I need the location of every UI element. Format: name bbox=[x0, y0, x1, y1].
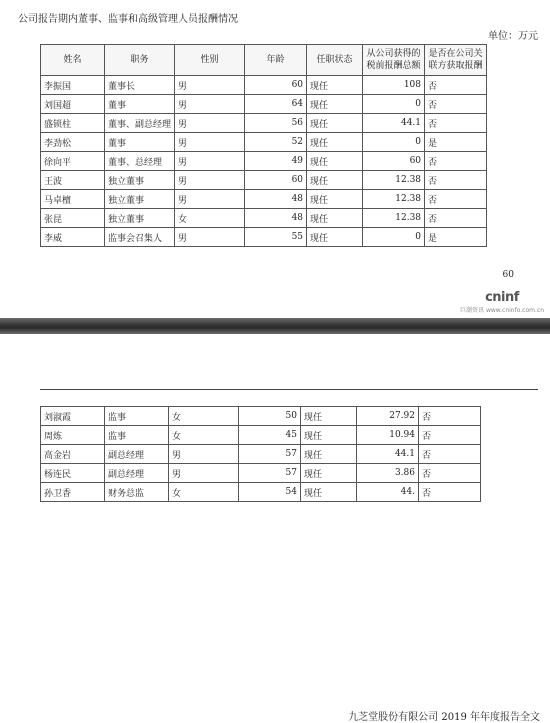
cell-name: 李振国 bbox=[41, 76, 105, 95]
table-row bbox=[41, 133, 487, 152]
cell-related-party-pay: 否 bbox=[425, 114, 487, 133]
logo-subtext: 巨潮资讯 www.cninfo.com.cn bbox=[460, 307, 544, 314]
cell-status: 现任 bbox=[301, 483, 357, 502]
cell-pretax-pay: 108 bbox=[363, 76, 425, 95]
cell-related-party-pay: 否 bbox=[425, 95, 487, 114]
cell-pretax-pay: 0 bbox=[363, 95, 425, 114]
page-number: 60 bbox=[502, 270, 514, 280]
cell-age: 52 bbox=[245, 133, 307, 152]
unit-label: 单位：万元 bbox=[488, 31, 538, 42]
cell-related-party-pay: 否 bbox=[425, 76, 487, 95]
cell-related-party-pay: 否 bbox=[425, 152, 487, 171]
cell-status: 现任 bbox=[307, 76, 363, 95]
cell-pretax-pay: 27.92 bbox=[357, 407, 419, 426]
cell-gender: 男 bbox=[175, 76, 245, 95]
cell-age: 55 bbox=[245, 228, 307, 247]
report-page-top bbox=[0, 0, 550, 318]
cell-related-party-pay: 是 bbox=[425, 228, 487, 247]
cell-gender: 男 bbox=[175, 228, 245, 247]
cell-related-party-pay: 否 bbox=[419, 426, 481, 445]
report-running-title: 九芝堂股份有限公司 2019 年年度报告全文 bbox=[348, 712, 540, 723]
cell-position: 独立董事 bbox=[105, 190, 175, 209]
cell-position: 独立董事 bbox=[105, 171, 175, 190]
header-related-party-pay: 是否在公司关联方获取报酬 bbox=[425, 45, 487, 76]
cell-pretax-pay: 44. bbox=[357, 483, 419, 502]
table-row bbox=[41, 483, 481, 502]
cell-name: 高金岩 bbox=[41, 445, 105, 464]
cell-position: 监事会召集人 bbox=[105, 228, 175, 247]
header-rule bbox=[40, 389, 538, 390]
cell-name: 刘国超 bbox=[41, 95, 105, 114]
cell-name: 杨连民 bbox=[41, 464, 105, 483]
cell-gender: 男 bbox=[175, 171, 245, 190]
cell-status: 现任 bbox=[307, 209, 363, 228]
cell-related-party-pay: 是 bbox=[425, 133, 487, 152]
remuneration-table-continued bbox=[40, 406, 481, 502]
cninfo-watermark-logo bbox=[460, 290, 544, 314]
cell-name: 徐向平 bbox=[41, 152, 105, 171]
cell-name: 盛锁柱 bbox=[41, 114, 105, 133]
cell-pretax-pay: 0 bbox=[363, 133, 425, 152]
cell-related-party-pay: 否 bbox=[425, 190, 487, 209]
cell-position: 董事、副总经理 bbox=[105, 114, 175, 133]
header-position: 职务 bbox=[105, 45, 175, 76]
cell-name: 孙卫香 bbox=[41, 483, 105, 502]
cell-position: 董事长 bbox=[105, 76, 175, 95]
cell-status: 现任 bbox=[307, 190, 363, 209]
header-status: 任职状态 bbox=[307, 45, 363, 76]
table-heading: 公司报告期内董事、监事和高级管理人员报酬情况 bbox=[18, 14, 238, 25]
cell-gender: 女 bbox=[175, 209, 245, 228]
cell-status: 现任 bbox=[301, 464, 357, 483]
cell-position: 董事 bbox=[105, 95, 175, 114]
cell-age: 49 bbox=[245, 152, 307, 171]
cell-pretax-pay: 0 bbox=[363, 228, 425, 247]
cell-pretax-pay: 44.1 bbox=[363, 114, 425, 133]
cell-related-party-pay: 否 bbox=[419, 483, 481, 502]
table-row bbox=[41, 209, 487, 228]
cell-gender: 男 bbox=[175, 114, 245, 133]
table-row bbox=[41, 152, 487, 171]
table-row bbox=[41, 114, 487, 133]
table-row bbox=[41, 76, 487, 95]
cell-pretax-pay: 12.38 bbox=[363, 171, 425, 190]
table-row bbox=[41, 171, 487, 190]
cell-status: 现任 bbox=[307, 133, 363, 152]
cell-gender: 男 bbox=[175, 95, 245, 114]
table-row bbox=[41, 190, 487, 209]
cell-name: 李劲松 bbox=[41, 133, 105, 152]
cell-pretax-pay: 44.1 bbox=[357, 445, 419, 464]
header-gender: 性别 bbox=[175, 45, 245, 76]
table-row bbox=[41, 445, 481, 464]
cell-related-party-pay: 否 bbox=[419, 445, 481, 464]
cell-pretax-pay: 12.38 bbox=[363, 209, 425, 228]
cell-name: 王波 bbox=[41, 171, 105, 190]
cell-position: 财务总监 bbox=[105, 483, 169, 502]
cell-gender: 女 bbox=[169, 426, 239, 445]
cell-status: 现任 bbox=[307, 114, 363, 133]
cell-name: 张昆 bbox=[41, 209, 105, 228]
cell-pretax-pay: 60 bbox=[363, 152, 425, 171]
cell-gender: 女 bbox=[169, 407, 239, 426]
cell-status: 现任 bbox=[307, 152, 363, 171]
table-row bbox=[41, 95, 487, 114]
header-pretax-pay: 从公司获得的税前报酬总额 bbox=[363, 45, 425, 76]
cell-position: 监事 bbox=[105, 426, 169, 445]
header-age: 年龄 bbox=[245, 45, 307, 76]
report-page-bottom bbox=[0, 334, 550, 723]
cell-gender: 男 bbox=[175, 190, 245, 209]
cell-age: 60 bbox=[245, 171, 307, 190]
table-body bbox=[41, 407, 481, 502]
cell-position: 独立董事 bbox=[105, 209, 175, 228]
cell-status: 现任 bbox=[301, 445, 357, 464]
cell-position: 董事 bbox=[105, 133, 175, 152]
cell-related-party-pay: 否 bbox=[419, 464, 481, 483]
cell-status: 现任 bbox=[307, 228, 363, 247]
cell-age: 50 bbox=[239, 407, 301, 426]
cell-age: 57 bbox=[239, 464, 301, 483]
cell-gender: 男 bbox=[175, 152, 245, 171]
table-row bbox=[41, 464, 481, 483]
cell-position: 副总经理 bbox=[105, 445, 169, 464]
cell-related-party-pay: 否 bbox=[419, 407, 481, 426]
cell-status: 现任 bbox=[307, 95, 363, 114]
cell-age: 64 bbox=[245, 95, 307, 114]
cell-name: 李威 bbox=[41, 228, 105, 247]
cell-name: 刘淑霞 bbox=[41, 407, 105, 426]
cell-name: 马卓檀 bbox=[41, 190, 105, 209]
logo-text: cninf bbox=[485, 290, 519, 305]
cell-name: 周炼 bbox=[41, 426, 105, 445]
page-separator bbox=[0, 318, 550, 334]
cell-position: 副总经理 bbox=[105, 464, 169, 483]
cell-pretax-pay: 10.94 bbox=[357, 426, 419, 445]
cell-gender: 男 bbox=[175, 133, 245, 152]
cell-position: 监事 bbox=[105, 407, 169, 426]
table-row bbox=[41, 228, 487, 247]
cell-age: 54 bbox=[239, 483, 301, 502]
cell-related-party-pay: 否 bbox=[425, 171, 487, 190]
cell-age: 45 bbox=[239, 426, 301, 445]
cell-age: 48 bbox=[245, 190, 307, 209]
cell-age: 57 bbox=[239, 445, 301, 464]
cell-age: 56 bbox=[245, 114, 307, 133]
cell-age: 48 bbox=[245, 209, 307, 228]
cell-status: 现任 bbox=[307, 171, 363, 190]
cell-gender: 男 bbox=[169, 445, 239, 464]
cell-age: 60 bbox=[245, 76, 307, 95]
cell-related-party-pay: 否 bbox=[425, 209, 487, 228]
cell-status: 现任 bbox=[301, 426, 357, 445]
table-row bbox=[41, 426, 481, 445]
remuneration-table bbox=[40, 44, 487, 247]
cell-status: 现任 bbox=[301, 407, 357, 426]
table-body bbox=[41, 76, 487, 247]
cell-pretax-pay: 3.86 bbox=[357, 464, 419, 483]
table-header-row bbox=[41, 45, 487, 76]
table-row bbox=[41, 407, 481, 426]
cell-gender: 男 bbox=[169, 464, 239, 483]
cell-pretax-pay: 12.38 bbox=[363, 190, 425, 209]
header-name: 姓名 bbox=[41, 45, 105, 76]
cell-position: 董事、总经理 bbox=[105, 152, 175, 171]
cell-gender: 女 bbox=[169, 483, 239, 502]
